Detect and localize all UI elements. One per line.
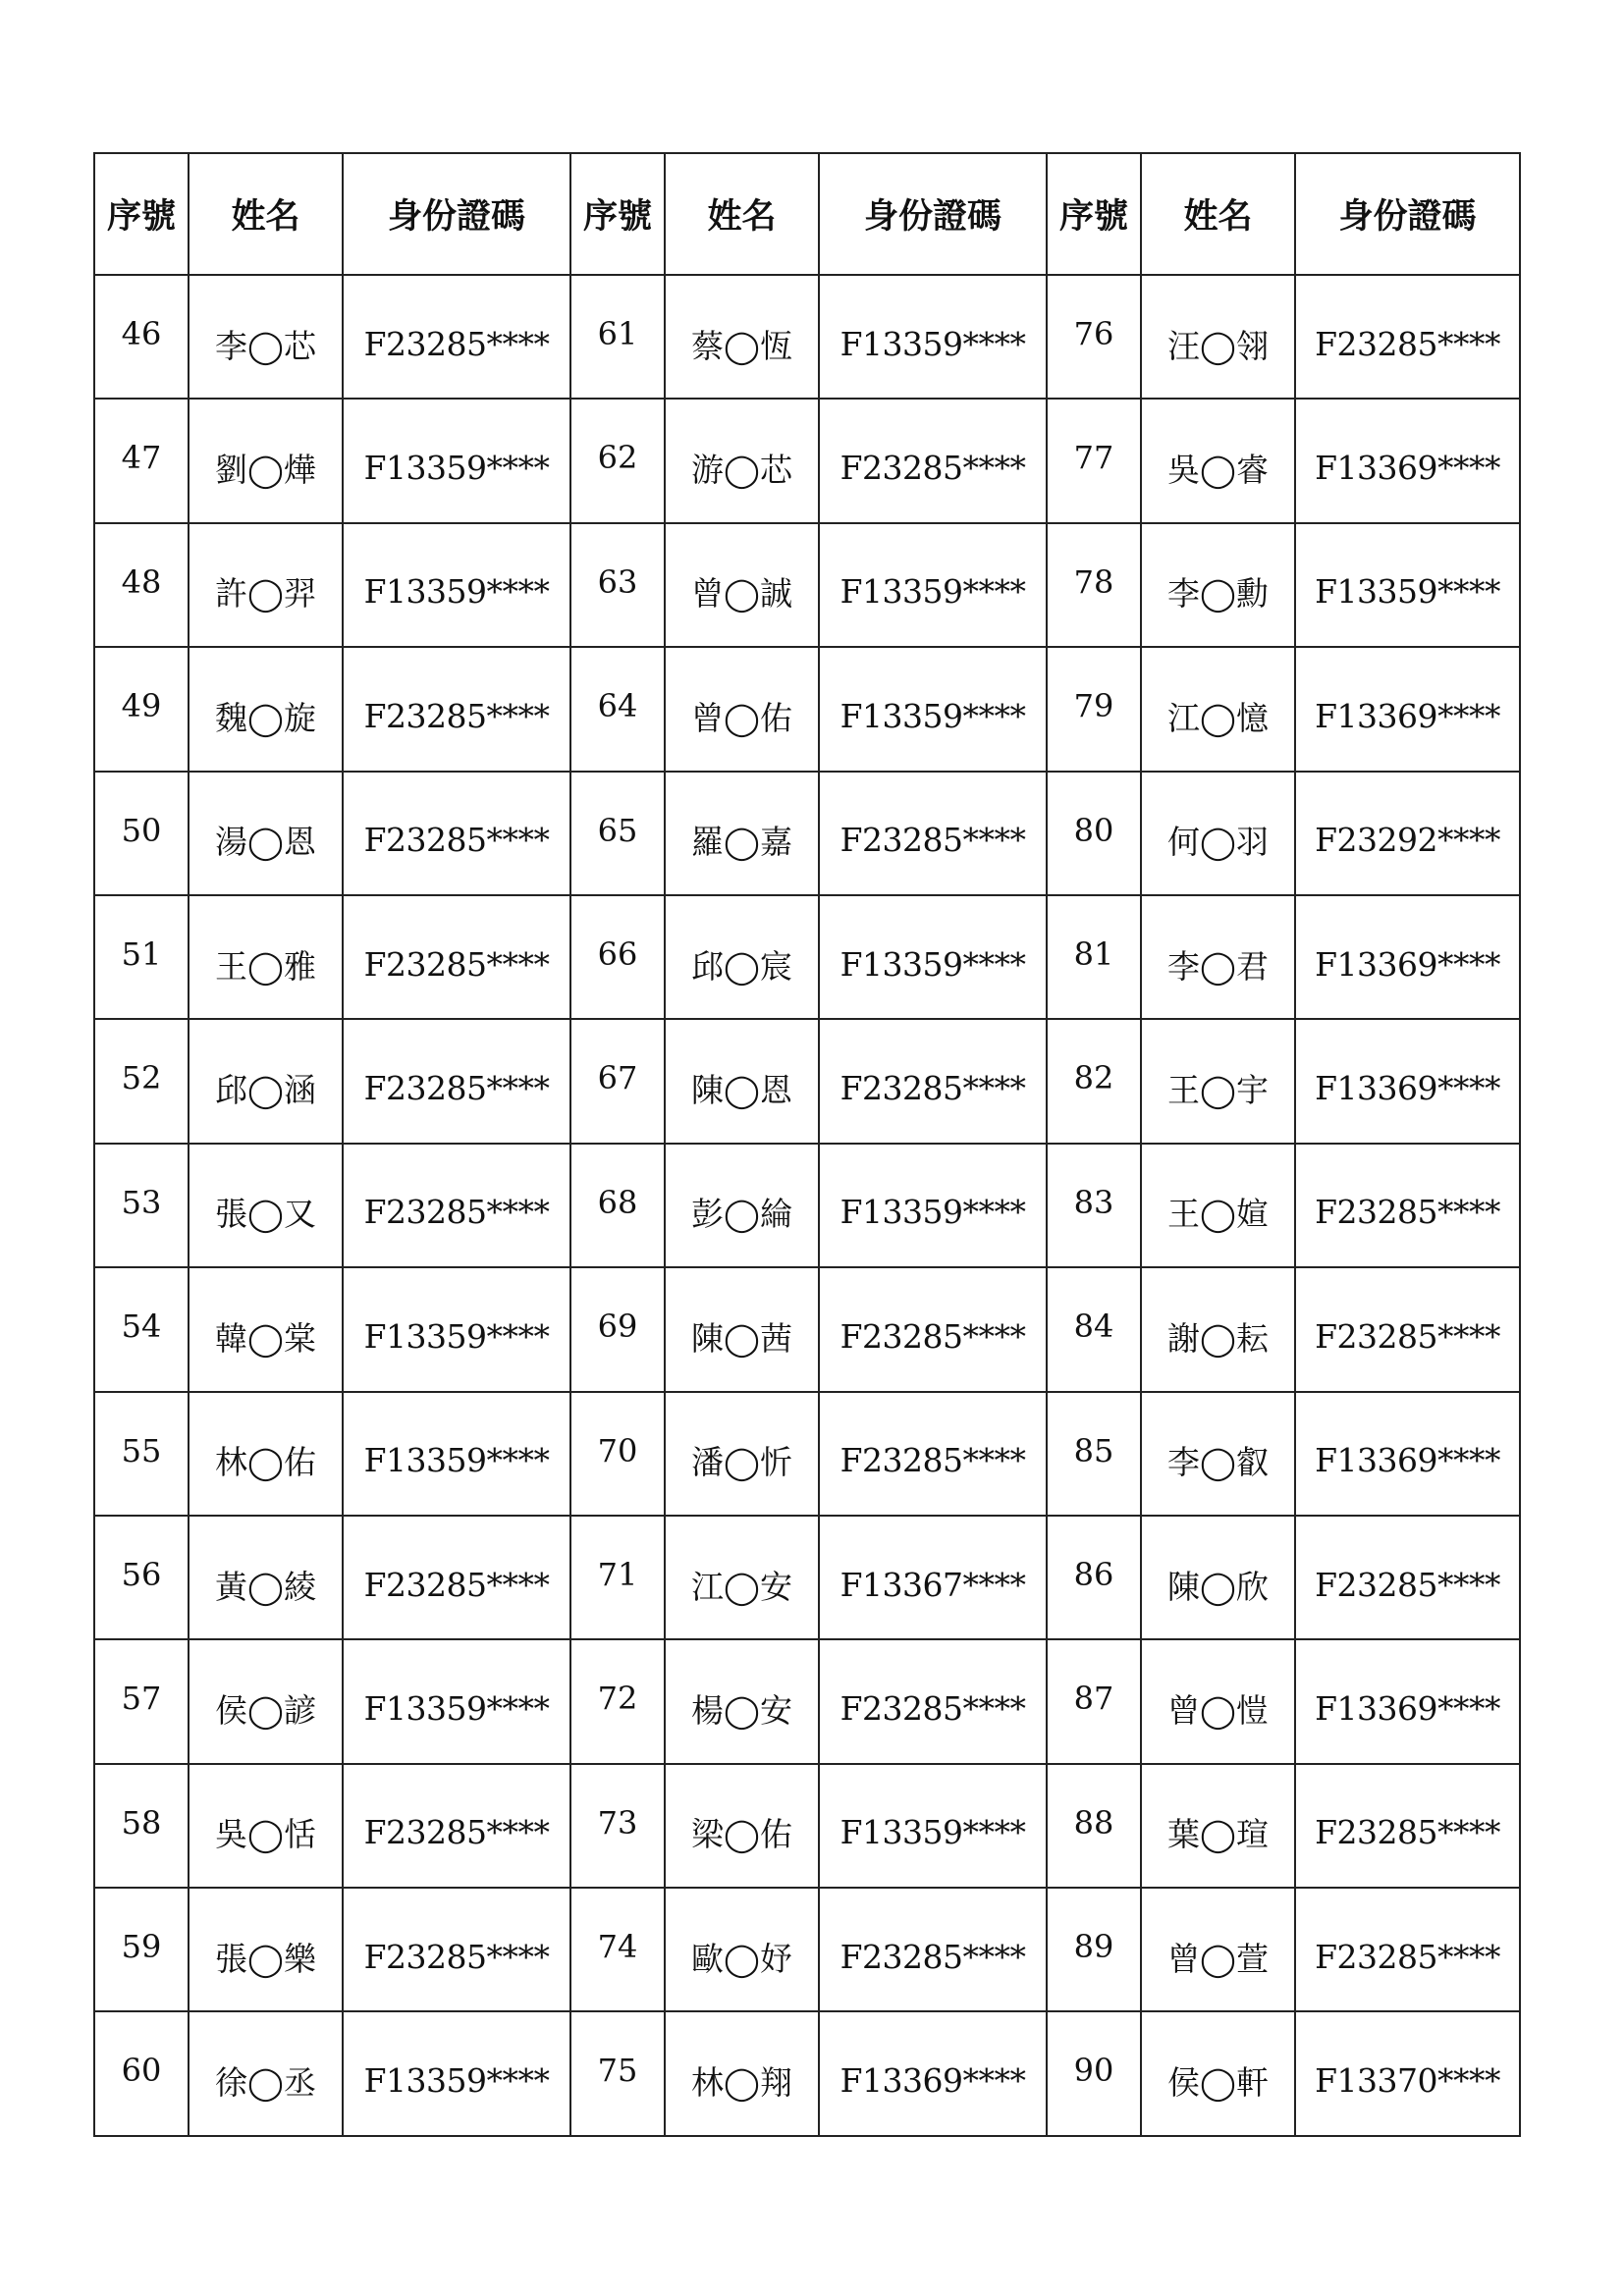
id-code-cell: F13359****: [343, 1639, 570, 1763]
table-row: [94, 1392, 1520, 1516]
name-cell: 陳◯茜: [665, 1267, 819, 1391]
id-code-cell: F23285****: [343, 772, 570, 895]
seq-cell: 63: [570, 523, 665, 647]
id-code-cell: F13359****: [819, 647, 1047, 771]
name-cell: 歐◯妤: [665, 1888, 819, 2011]
name-cell: 汪◯翎: [1141, 275, 1295, 399]
seq-cell: 70: [570, 1392, 665, 1516]
name-cell: 張◯又: [189, 1144, 343, 1267]
seq-cell: 53: [94, 1144, 189, 1267]
name-cell: 江◯安: [665, 1516, 819, 1639]
name-cell: 潘◯忻: [665, 1392, 819, 1516]
header-seq: 序號: [1047, 153, 1141, 275]
id-code-cell: F23285****: [343, 1019, 570, 1143]
id-code-cell: F13359****: [819, 1144, 1047, 1267]
table-row: [94, 2011, 1520, 2135]
id-code-cell: F23285****: [819, 1267, 1047, 1391]
header-row: [94, 153, 1520, 275]
header-id: 身份證碼: [819, 153, 1047, 275]
id-code-cell: F13359****: [1295, 523, 1520, 647]
seq-cell: 79: [1047, 647, 1141, 771]
name-cell: 林◯佑: [189, 1392, 343, 1516]
table-row: [94, 772, 1520, 895]
id-code-cell: F23285****: [343, 1144, 570, 1267]
seq-cell: 65: [570, 772, 665, 895]
seq-cell: 51: [94, 895, 189, 1019]
name-cell: 邱◯宸: [665, 895, 819, 1019]
name-cell: 王◯媗: [1141, 1144, 1295, 1267]
id-code-cell: F13359****: [343, 1392, 570, 1516]
header-id: 身份證碼: [1295, 153, 1520, 275]
id-code-cell: F23285****: [1295, 1516, 1520, 1639]
id-code-cell: F23285****: [1295, 1888, 1520, 2011]
seq-cell: 85: [1047, 1392, 1141, 1516]
id-code-cell: F23285****: [819, 1392, 1047, 1516]
id-code-cell: F13369****: [819, 2011, 1047, 2135]
table-row: [94, 1764, 1520, 1888]
seq-cell: 83: [1047, 1144, 1141, 1267]
id-code-cell: F13370****: [1295, 2011, 1520, 2135]
id-code-cell: F23285****: [819, 1019, 1047, 1143]
table-row: [94, 523, 1520, 647]
id-code-cell: F23285****: [819, 772, 1047, 895]
seq-cell: 76: [1047, 275, 1141, 399]
name-cell: 吳◯睿: [1141, 399, 1295, 522]
seq-cell: 64: [570, 647, 665, 771]
name-cell: 黃◯綾: [189, 1516, 343, 1639]
header-seq: 序號: [94, 153, 189, 275]
name-cell: 曾◯佑: [665, 647, 819, 771]
seq-cell: 77: [1047, 399, 1141, 522]
seq-cell: 47: [94, 399, 189, 522]
roster-table: [93, 152, 1521, 2137]
name-cell: 徐◯丞: [189, 2011, 343, 2135]
id-code-cell: F13369****: [1295, 1639, 1520, 1763]
header-name: 姓名: [665, 153, 819, 275]
seq-cell: 82: [1047, 1019, 1141, 1143]
id-code-cell: F23285****: [343, 1516, 570, 1639]
id-code-cell: F13369****: [1295, 895, 1520, 1019]
table-row: [94, 1267, 1520, 1391]
id-code-cell: F23285****: [343, 647, 570, 771]
seq-cell: 66: [570, 895, 665, 1019]
name-cell: 蔡◯恆: [665, 275, 819, 399]
name-cell: 王◯雅: [189, 895, 343, 1019]
seq-cell: 89: [1047, 1888, 1141, 2011]
name-cell: 羅◯嘉: [665, 772, 819, 895]
name-cell: 曾◯愷: [1141, 1639, 1295, 1763]
table-row: [94, 1639, 1520, 1763]
table-row: [94, 1144, 1520, 1267]
id-code-cell: F23285****: [1295, 1144, 1520, 1267]
id-code-cell: F23285****: [819, 1888, 1047, 2011]
id-code-cell: F13369****: [1295, 399, 1520, 522]
name-cell: 彭◯綸: [665, 1144, 819, 1267]
table-row: [94, 1516, 1520, 1639]
seq-cell: 46: [94, 275, 189, 399]
name-cell: 陳◯恩: [665, 1019, 819, 1143]
name-cell: 王◯宇: [1141, 1019, 1295, 1143]
seq-cell: 67: [570, 1019, 665, 1143]
table-row: [94, 895, 1520, 1019]
seq-cell: 62: [570, 399, 665, 522]
id-code-cell: F23285****: [1295, 1764, 1520, 1888]
table-row: [94, 1888, 1520, 2011]
id-code-cell: F13359****: [343, 2011, 570, 2135]
name-cell: 游◯芯: [665, 399, 819, 522]
header-id: 身份證碼: [343, 153, 570, 275]
seq-cell: 49: [94, 647, 189, 771]
name-cell: 許◯羿: [189, 523, 343, 647]
seq-cell: 58: [94, 1764, 189, 1888]
seq-cell: 72: [570, 1639, 665, 1763]
id-code-cell: F13369****: [1295, 1392, 1520, 1516]
name-cell: 謝◯耘: [1141, 1267, 1295, 1391]
name-cell: 侯◯諺: [189, 1639, 343, 1763]
seq-cell: 78: [1047, 523, 1141, 647]
seq-cell: 60: [94, 2011, 189, 2135]
name-cell: 曾◯萱: [1141, 1888, 1295, 2011]
seq-cell: 74: [570, 1888, 665, 2011]
seq-cell: 59: [94, 1888, 189, 2011]
name-cell: 陳◯欣: [1141, 1516, 1295, 1639]
seq-cell: 80: [1047, 772, 1141, 895]
name-cell: 梁◯佑: [665, 1764, 819, 1888]
name-cell: 劉◯燁: [189, 399, 343, 522]
seq-cell: 88: [1047, 1764, 1141, 1888]
id-code-cell: F23285****: [819, 399, 1047, 522]
name-cell: 韓◯棠: [189, 1267, 343, 1391]
id-code-cell: F13359****: [343, 399, 570, 522]
id-code-cell: F23285****: [1295, 1267, 1520, 1391]
seq-cell: 55: [94, 1392, 189, 1516]
name-cell: 曾◯誠: [665, 523, 819, 647]
id-code-cell: F13369****: [1295, 647, 1520, 771]
id-code-cell: F13359****: [819, 523, 1047, 647]
seq-cell: 73: [570, 1764, 665, 1888]
seq-cell: 90: [1047, 2011, 1141, 2135]
seq-cell: 61: [570, 275, 665, 399]
table-row: [94, 275, 1520, 399]
name-cell: 湯◯恩: [189, 772, 343, 895]
id-code-cell: F13359****: [343, 1267, 570, 1391]
seq-cell: 75: [570, 2011, 665, 2135]
table-row: [94, 399, 1520, 522]
table-row: [94, 1019, 1520, 1143]
name-cell: 李◯君: [1141, 895, 1295, 1019]
id-code-cell: F23285****: [343, 275, 570, 399]
header-name: 姓名: [189, 153, 343, 275]
name-cell: 吳◯恬: [189, 1764, 343, 1888]
name-cell: 李◯芯: [189, 275, 343, 399]
seq-cell: 56: [94, 1516, 189, 1639]
seq-cell: 84: [1047, 1267, 1141, 1391]
id-code-cell: F23292****: [1295, 772, 1520, 895]
seq-cell: 86: [1047, 1516, 1141, 1639]
id-code-cell: F13359****: [819, 275, 1047, 399]
seq-cell: 81: [1047, 895, 1141, 1019]
name-cell: 魏◯旋: [189, 647, 343, 771]
seq-cell: 48: [94, 523, 189, 647]
name-cell: 侯◯軒: [1141, 2011, 1295, 2135]
seq-cell: 68: [570, 1144, 665, 1267]
header-name: 姓名: [1141, 153, 1295, 275]
header-seq: 序號: [570, 153, 665, 275]
id-code-cell: F23285****: [343, 1764, 570, 1888]
name-cell: 李◯勳: [1141, 523, 1295, 647]
seq-cell: 54: [94, 1267, 189, 1391]
name-cell: 張◯樂: [189, 1888, 343, 2011]
id-code-cell: F13359****: [819, 1764, 1047, 1888]
name-cell: 邱◯涵: [189, 1019, 343, 1143]
id-code-cell: F13367****: [819, 1516, 1047, 1639]
seq-cell: 69: [570, 1267, 665, 1391]
id-code-cell: F23285****: [343, 895, 570, 1019]
seq-cell: 52: [94, 1019, 189, 1143]
seq-cell: 87: [1047, 1639, 1141, 1763]
name-cell: 何◯羽: [1141, 772, 1295, 895]
roster-body: [94, 275, 1520, 2136]
id-code-cell: F23285****: [343, 1888, 570, 2011]
name-cell: 楊◯安: [665, 1639, 819, 1763]
name-cell: 葉◯瑄: [1141, 1764, 1295, 1888]
id-code-cell: F23285****: [819, 1639, 1047, 1763]
name-cell: 李◯叡: [1141, 1392, 1295, 1516]
id-code-cell: F13359****: [343, 523, 570, 647]
seq-cell: 50: [94, 772, 189, 895]
id-code-cell: F13369****: [1295, 1019, 1520, 1143]
seq-cell: 71: [570, 1516, 665, 1639]
name-cell: 江◯憶: [1141, 647, 1295, 771]
id-code-cell: F13359****: [819, 895, 1047, 1019]
name-cell: 林◯翔: [665, 2011, 819, 2135]
table-row: [94, 647, 1520, 771]
id-code-cell: F23285****: [1295, 275, 1520, 399]
seq-cell: 57: [94, 1639, 189, 1763]
